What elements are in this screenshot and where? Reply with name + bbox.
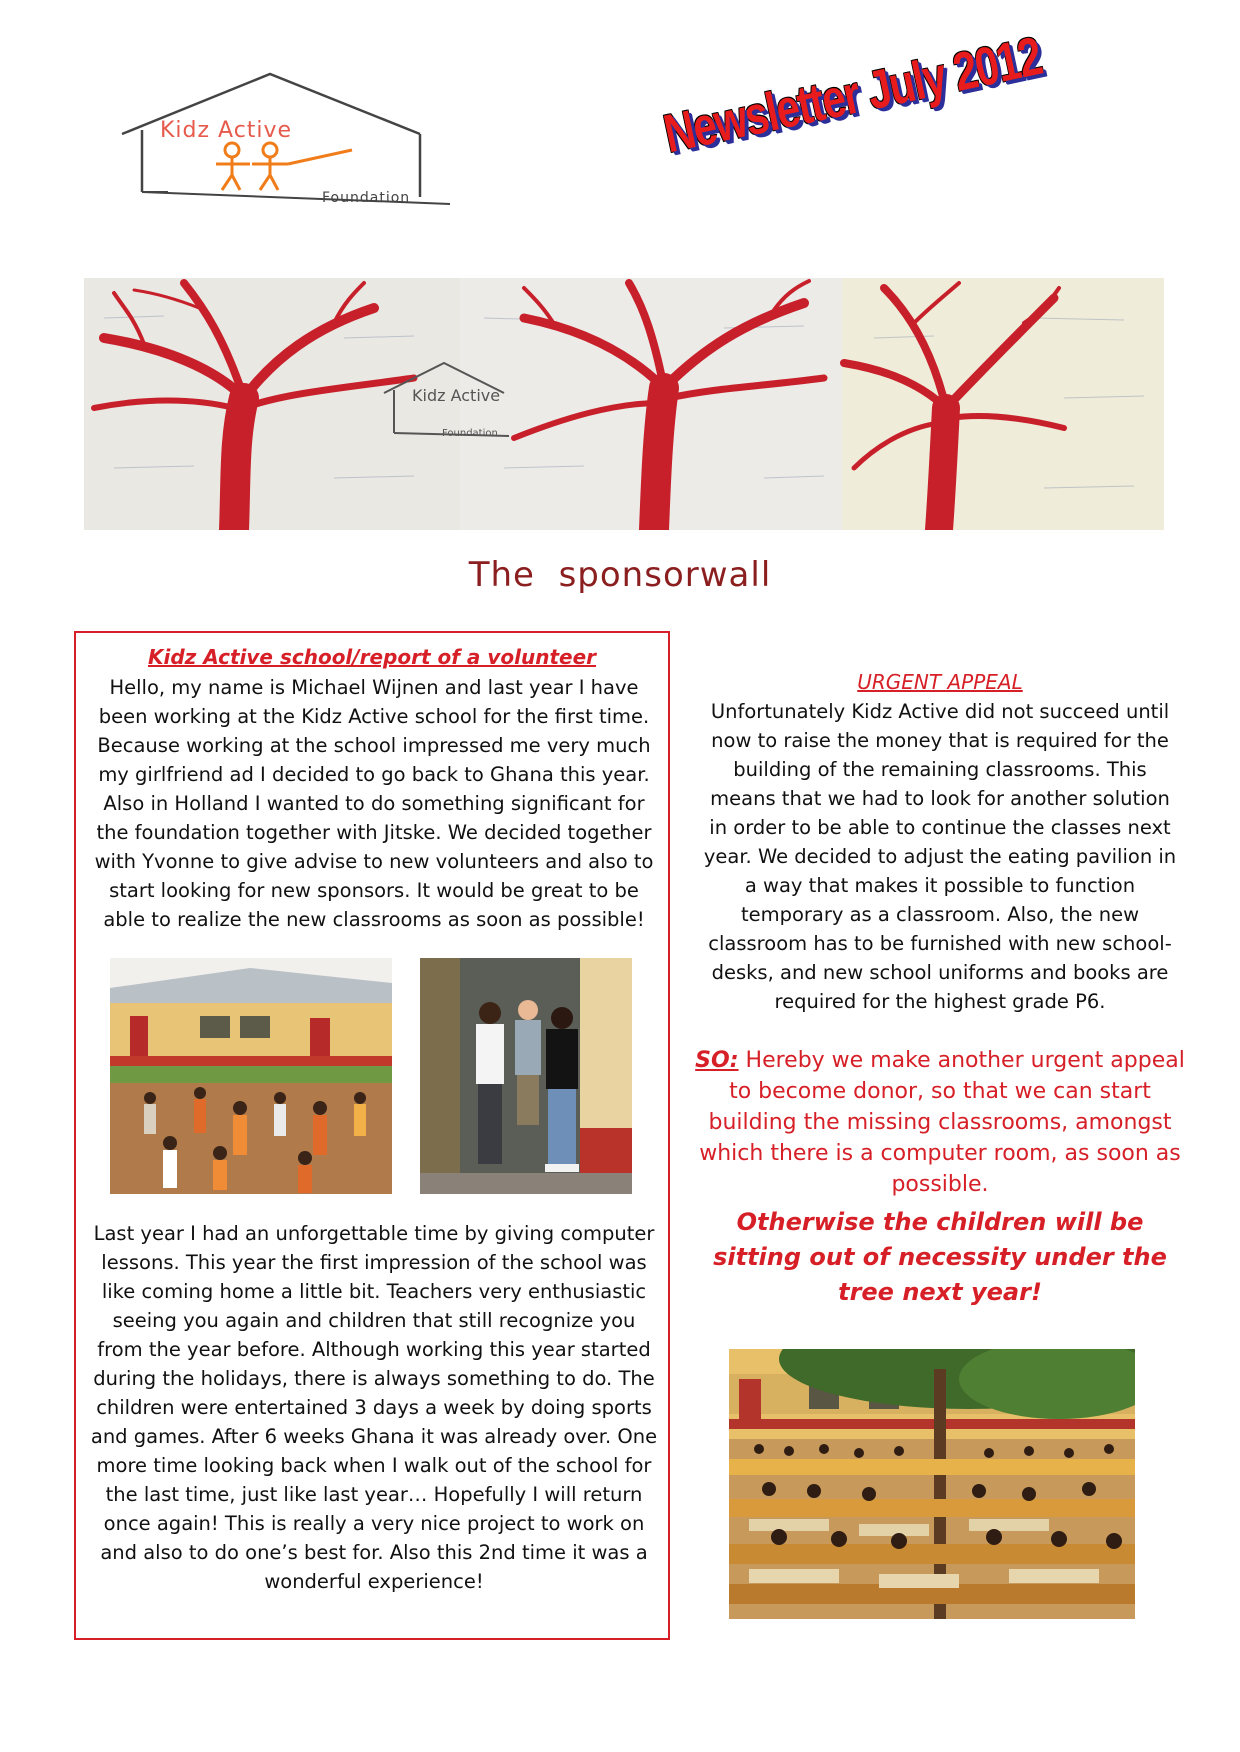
sponsorwall-caption: The sponsorwall bbox=[468, 555, 772, 595]
logo-house-icon bbox=[120, 72, 480, 232]
so-label: SO: bbox=[695, 1048, 739, 1073]
logo-name-text: Kidz Active bbox=[160, 118, 293, 143]
volunteer-report-box bbox=[74, 631, 670, 1640]
volunteer-report-closing: Last year I had an unforgettable time by giving computer lessons. This year the first impression of the school was like coming home a little bit. Teachers very enthusiastic seeing you again and children that still recognize you from the year before. Although working this year started during the holidays, there is always something to do. The children were entertained 3 days a week by doing sports and games. After 6 weeks Ghana it was already over. One more time looking back when I walk out of the school for the last time, just like last year… Hopefully I will return once again! This is really a very nice project to work on and also to do one’s best for. Also this 2nd time it was a wonderful experience! bbox=[90, 1222, 658, 1593]
kidz-active-logo bbox=[120, 72, 480, 232]
logo-foundation-text: Foundation bbox=[322, 190, 411, 206]
volunteer-report-intro: Hello, my name is Michael Wijnen and last year I have been working at the Kidz Active school for the first time. Because working at the school impressed me very much my girlfriend ad I decided to go back to Ghana this year. Also in Holland I wanted to do something significant for the foundation together with Jitske. We decided together with Yvonne to give advise to new volunteers and also to start looking for new sponsors. It would be great to be able to realize the new classrooms as soon as possible! bbox=[94, 676, 654, 931]
schoolyard-children-photo bbox=[110, 958, 392, 1194]
sponsorwall-banner bbox=[84, 278, 1164, 530]
urgent-appeal-body: Unfortunately Kidz Active did not succeed until now to raise the money that is required for the building of the remaining classrooms. This means that we had to look for another solution in order to be able to continue the classes next year. We decided to adjust the eating pavilion in a way that makes it possible to function temporary as a classroom. Also, the new classroom has to be furnished with new school-desks, and new school uniforms and books are required for the highest grade P6. bbox=[703, 700, 1177, 1013]
so-appeal-text: Hereby we make another urgent appeal to become donor, so that we can start building the missing classrooms, amongst which there is a computer room, as soon as possible. bbox=[699, 1048, 1185, 1197]
wall-logo-foundation-text: Foundation bbox=[442, 428, 498, 439]
otherwise-warning: Otherwise the children will be sitting out of necessity under the tree next year! bbox=[713, 1208, 1167, 1306]
children-at-desks-photo bbox=[729, 1349, 1135, 1619]
donor-appeal-text bbox=[690, 1045, 1190, 1200]
urgent-appeal-heading: URGENT APPEAL bbox=[857, 670, 1023, 694]
red-tree-paintings bbox=[84, 278, 1164, 530]
newsletter-title: Newsletter July 2012 bbox=[658, 25, 1047, 165]
volunteer-report-heading: Kidz Active school/report of a volunteer bbox=[147, 645, 596, 669]
volunteers-doorway-photo bbox=[420, 958, 632, 1194]
wall-logo-name-text: Kidz Active bbox=[412, 386, 501, 405]
